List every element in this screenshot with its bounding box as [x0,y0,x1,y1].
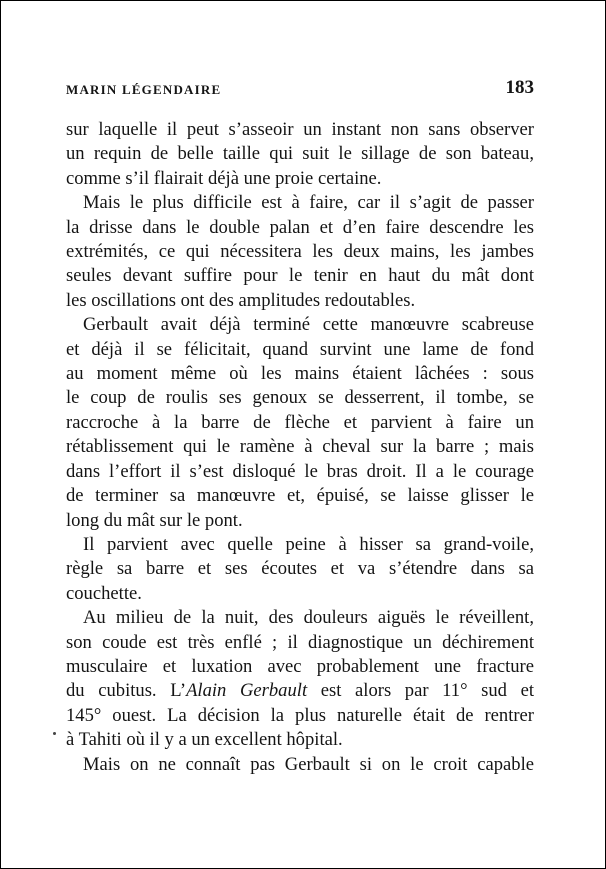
paragraph-5 [66,606,534,752]
text-line: raccroche à la barre de flèche et parvient à faire un [66,411,534,433]
text-line: rétablissement qui le ramène à cheval sur la barre ; mais [66,436,534,458]
text-line: de terminer sa manœuvre et, épuisé, se laisse glisser le [66,485,534,507]
text-line: le coup de roulis ses genoux se desserrent, il tombe, se [66,387,534,409]
text-line: dans l’effort il s’est disloqué le bras droit. Il a le courage [66,460,534,482]
text-segment: du cubitus. L’ [66,680,187,702]
page-number: 183 [505,77,534,98]
text-line: Gerbault avait déjà terminé cette manœuvre scabreuse [83,314,534,336]
text-line: couchette. [66,582,142,604]
text-line: musculaire et luxation avec probablement une fracture [66,655,534,677]
text-line: son coude est très enflé ; il diagnostique un déchirement [66,631,534,653]
text-line: comme s’il flairait déjà une proie certaine. [66,167,382,189]
text-line: sur laquelle il peut s’asseoir un instant non sans observer [66,119,534,140]
text-line: un requin de belle taille qui suit le sillage de son bateau, [66,143,534,165]
text-line: Mais le plus difficile est à faire, car il s’agit de passer [83,192,534,214]
paragraph-6 [66,753,534,777]
paragraph-4 [66,533,534,606]
text-line: Mais on ne connaît pas Gerbault si on le croit capable [83,753,534,775]
text-line: extrémités, ce qui nécessitera les deux mains, les jambes [66,241,534,263]
paragraph-3 [66,313,534,533]
margin-dot-mark [53,732,56,735]
text-line: règle sa barre et ses écoutes et va s’étendre dans sa [66,558,534,580]
text-line: et déjà il se félicitait, quand survint une lame de fond [66,338,534,360]
paragraph-1 [66,118,534,191]
text-line: seules devant suffire pour le tenir en haut du mât dont [66,265,534,287]
text-line: au moment même où les mains étaient lâchées : sous [66,363,534,385]
text-line: long du mât sur le pont. [66,509,243,531]
text-line: 145° ouest. La décision la plus naturelle était de rentrer [66,704,534,726]
body-text [66,118,534,777]
text-line-with-ship-name [66,679,534,703]
text-line: à Tahiti où il y a un excellent hôpital. [66,729,343,751]
ship-name: Alain Gerbault [186,680,308,702]
paragraph-2 [66,191,534,313]
text-segment: est alors par 11° sud et [307,680,535,702]
text-line: Au milieu de la nuit, des douleurs aiguës le réveillent, [83,607,534,629]
page-header [66,77,534,101]
text-line: Il parvient avec quelle peine à hisser sa grand-voile, [83,533,534,555]
text-line: la drisse dans le double palan et d’en faire descendre les [66,216,534,238]
running-title: MARIN LÉGENDAIRE [66,82,222,97]
text-line: les oscillations ont des amplitudes redoutables. [66,289,416,311]
